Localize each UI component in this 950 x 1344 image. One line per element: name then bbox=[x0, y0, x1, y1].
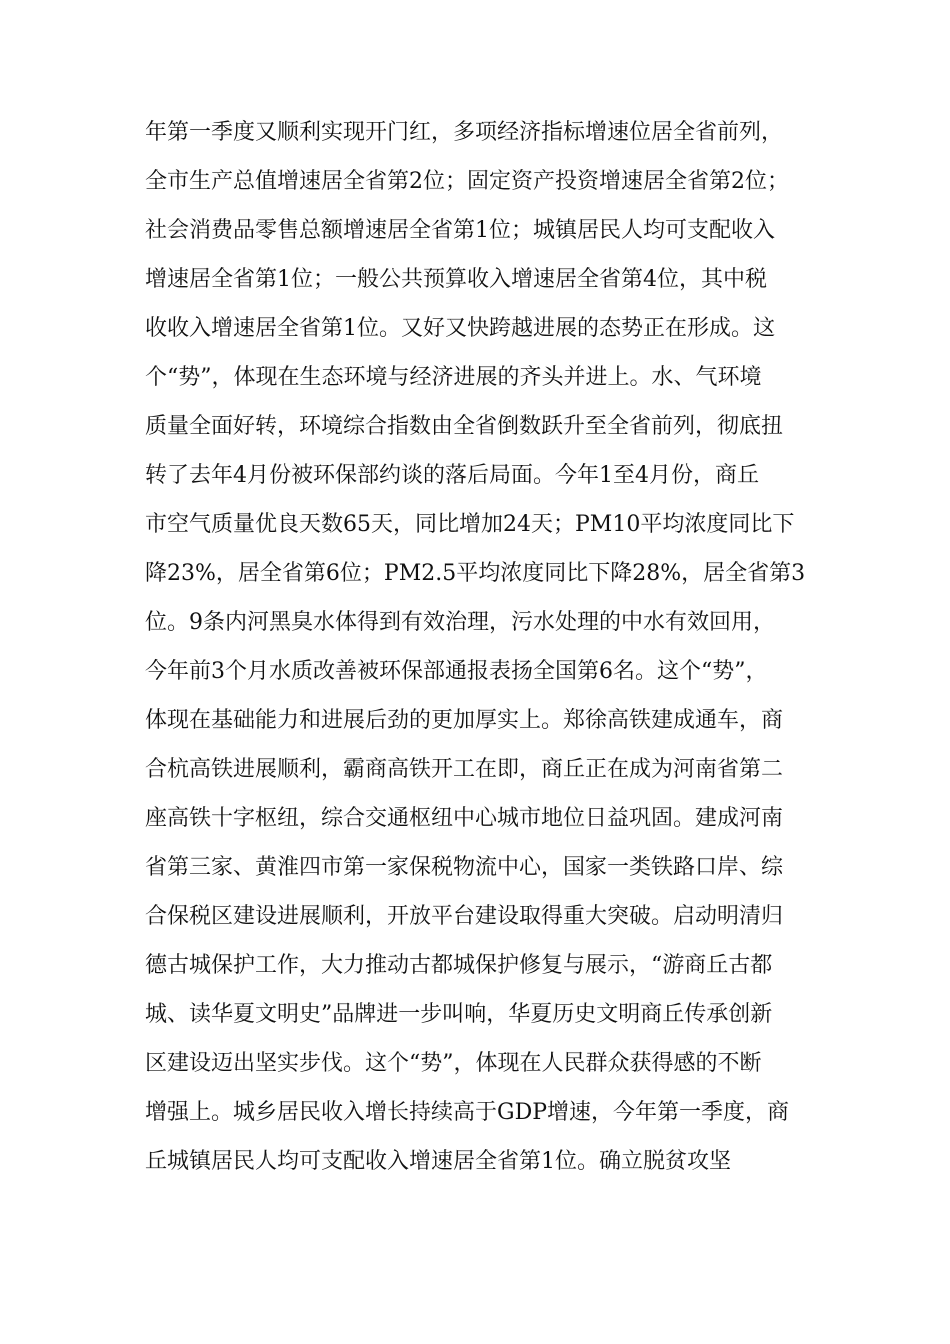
text-line: 市空气质量优良天数65天，同比增加24天；PM10平均浓度同比下 bbox=[145, 512, 795, 537]
text-line: 个“势”，体现在生态环境与经济进展的齐头并进上。水、气环境 bbox=[145, 365, 762, 390]
text-line: 今年前3个月水质改善被环保部通报表扬全国第6名。这个“势”， bbox=[145, 659, 768, 684]
text-line: 降23%，居全省第6位；PM2.5平均浓度同比下降28%，居全省第3 bbox=[145, 561, 806, 586]
text-line: 体现在基础能力和进展后劲的更加厚实上。郑徐高铁建成通车，商 bbox=[145, 708, 784, 733]
text-line: 德古城保护工作，大力推动古都城保护修复与展示，“游商丘古都 bbox=[145, 953, 773, 978]
text-line: 转了去年4月份被环保部约谈的落后局面。今年1至4月份，商丘 bbox=[145, 463, 759, 488]
text-line: 合保税区建设进展顺利，开放平台建设取得重大突破。启动明清归 bbox=[145, 904, 784, 929]
text-line: 区建设迈出坚实步伐。这个“势”，体现在人民群众获得感的不断 bbox=[145, 1051, 762, 1076]
text-line: 城、读华夏文明史”品牌进一步叫响，华夏历史文明商丘传承创新 bbox=[145, 1002, 773, 1027]
text-line: 全市生产总值增速居全省第2位；固定资产投资增速居全省第2位； bbox=[145, 169, 789, 194]
text-line: 位。9条内河黑臭水体得到有效治理，污水处理的中水有效回用， bbox=[145, 610, 775, 635]
text-line: 座高铁十字枢纽，综合交通枢纽中心城市地位日益巩固。建成河南 bbox=[145, 806, 784, 831]
text-line: 年第一季度又顺利实现开门红，多项经济指标增速位居全省前列， bbox=[145, 120, 784, 145]
text-line: 省第三家、黄淮四市第一家保税物流中心，国家一类铁路口岸、综 bbox=[145, 855, 784, 880]
text-line: 增强上。城乡居民收入增长持续高于GDP增速，今年第一季度，商 bbox=[145, 1100, 790, 1125]
text-line: 合杭高铁进展顺利，霸商高铁开工在即，商丘正在成为河南省第二 bbox=[145, 757, 784, 782]
text-line: 丘城镇居民人均可支配收入增速居全省第1位。确立脱贫攻坚 bbox=[145, 1149, 731, 1174]
body-text bbox=[145, 108, 835, 1186]
text-line: 社会消费品零售总额增速居全省第1位；城镇居民人均可支配收入 bbox=[145, 218, 775, 243]
text-line: 增速居全省第1位；一般公共预算收入增速居全省第4位，其中税 bbox=[145, 267, 767, 292]
text-line: 质量全面好转，环境综合指数由全省倒数跃升至全省前列，彻底扭 bbox=[145, 414, 784, 439]
text-line: 收收入增速居全省第1位。又好又快跨越进展的态势正在形成。这 bbox=[145, 316, 775, 341]
